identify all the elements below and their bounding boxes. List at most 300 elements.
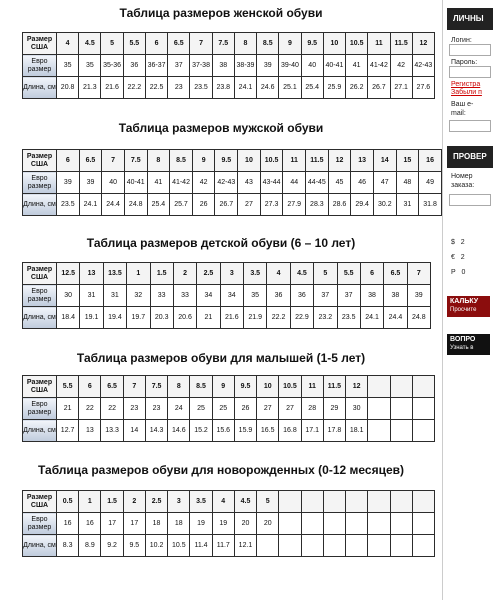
size-cell: 39 [79,172,102,194]
size-cell: 24.8 [407,307,430,329]
size-cell: 8 [168,376,190,398]
empty-cell [390,513,412,535]
size-cell: 39 [407,285,430,307]
size-cell: 45 [328,172,351,194]
row-label: Евро размер [23,398,57,420]
personal-cabinet-header: ЛИЧНЫ [447,8,493,30]
table-row [23,263,431,285]
empty-cell [412,535,434,557]
size-cell: 38 [384,285,407,307]
size-cell: 35 [57,55,79,77]
newborn-table-title: Таблица размеров обуви для новорожденных (0-12 месяцев) [37,463,405,477]
empty-cell [279,535,301,557]
size-cell: 19 [190,513,212,535]
kids-table-title: Таблица размеров детской обуви (6 – 10 лет) [86,236,356,250]
size-cell: 26 [234,398,256,420]
size-cell: 40-41 [323,55,345,77]
row-label: Размер США [23,263,57,285]
size-cell: 37-38 [190,55,212,77]
size-cell: 10.2 [145,535,167,557]
size-cell: 28 [301,398,323,420]
size-cell: 11.4 [190,535,212,557]
size-cell: 23 [123,398,145,420]
empty-cell [390,491,412,513]
size-cell: 38 [360,285,383,307]
empty-cell [368,535,390,557]
size-cell: 27 [238,194,261,216]
size-cell: 7.5 [124,150,147,172]
size-cell: 6 [145,33,167,55]
size-cell: 35 [79,55,101,77]
size-cell: 21.6 [220,307,243,329]
size-cell: 22.9 [290,307,313,329]
size-cell: 7.5 [145,376,167,398]
size-cell: 41 [147,172,170,194]
size-cell: 35 [244,285,267,307]
newborn-size-table [22,490,435,557]
size-cell: 2.5 [145,491,167,513]
empty-cell [390,376,412,398]
size-cell: 8.9 [79,535,101,557]
size-cell: 25.9 [323,77,345,99]
size-cell: 6.5 [384,263,407,285]
size-cell: 24.4 [102,194,125,216]
empty-cell [368,513,390,535]
size-cell: 35-36 [101,55,123,77]
size-cell: 17 [123,513,145,535]
size-cell: 30 [57,285,80,307]
size-cell: 18 [168,513,190,535]
size-cell: 24 [168,398,190,420]
size-cell: 44-45 [306,172,329,194]
size-cell: 28.6 [328,194,351,216]
empty-cell [323,513,345,535]
currency-value: 2 [460,254,465,261]
size-cell: 18.4 [57,307,80,329]
size-cell: 49 [419,172,442,194]
size-cell: 8.5 [190,376,212,398]
size-cell: 17 [101,513,123,535]
size-cell: 9.5 [123,535,145,557]
size-cell: 2 [173,263,196,285]
right-sidebar [442,0,487,600]
men-table-title: Таблица размеров мужской обуви [118,121,324,135]
size-cell: 6.5 [101,376,123,398]
size-cell: 42-43 [215,172,238,194]
size-cell: 13 [80,263,103,285]
size-cell: 36-37 [145,55,167,77]
size-cell: 3 [168,491,190,513]
size-cell: 8.5 [170,150,193,172]
size-cell: 30 [346,398,368,420]
order-number-label-line2: заказа: [451,182,475,189]
empty-cell [346,535,368,557]
currency-value: 0 [461,269,466,276]
check-order-header: ПРОВЕР [447,146,493,168]
size-cell: 9 [212,376,234,398]
table-row [23,376,435,398]
size-cell: 2.5 [197,263,220,285]
size-cell: 9.5 [215,150,238,172]
size-cell: 40 [301,55,323,77]
size-cell: 11 [283,150,306,172]
size-cell: 0.5 [57,491,79,513]
size-cell: 26 [192,194,215,216]
size-cell: 10.5 [260,150,283,172]
size-cell: 12.1 [234,535,256,557]
table-row [23,55,435,77]
row-label: Длина, см [23,307,57,329]
row-label: Длина, см [23,535,57,557]
table-row [23,535,435,557]
size-cell: 4 [57,33,79,55]
size-cell: 27 [279,398,301,420]
empty-cell [368,376,390,398]
size-cell: 16.5 [257,420,279,442]
email-label-line1: Ваш е- [451,101,474,108]
size-cell: 34 [220,285,243,307]
empty-cell [301,491,323,513]
size-cell: 19.7 [127,307,150,329]
size-cell: 15.2 [190,420,212,442]
size-cell: 6 [360,263,383,285]
currency-symbol: Р [451,269,456,276]
size-cell: 36 [123,55,145,77]
size-cell: 32 [127,285,150,307]
size-cell: 2 [123,491,145,513]
order-number-input[interactable] [449,194,491,206]
size-cell: 14 [373,150,396,172]
size-cell: 11 [301,376,323,398]
table-row [23,513,435,535]
size-cell: 39 [257,55,279,77]
size-cell: 10 [257,376,279,398]
size-cell: 14.6 [168,420,190,442]
size-cell: 9.5 [234,376,256,398]
size-cell: 34 [197,285,220,307]
size-cell: 12 [328,150,351,172]
question-title: ВОПРО [450,336,476,343]
size-cell: 4.5 [290,263,313,285]
size-cell: 14.3 [145,420,167,442]
size-cell: 16 [419,150,442,172]
row-label: Евро размер [23,172,57,194]
size-cell: 16.8 [279,420,301,442]
size-cell: 6.5 [79,150,102,172]
toddler-size-table [22,375,435,442]
size-cell: 15 [396,150,419,172]
size-cell: 20.3 [150,307,173,329]
empty-cell [279,513,301,535]
size-cell: 10 [238,150,261,172]
size-cell: 10.5 [168,535,190,557]
size-cell: 31 [396,194,419,216]
login-input[interactable] [449,44,491,56]
size-cell: 36 [267,285,290,307]
email-input[interactable] [449,120,491,132]
size-cell: 12.7 [57,420,79,442]
row-label: Длина, см [23,194,57,216]
size-cell: 1.5 [150,263,173,285]
size-cell: 27 [257,398,279,420]
size-cell: 23 [168,77,190,99]
size-cell: 38-39 [234,55,256,77]
size-cell: 10 [323,33,345,55]
table-row [23,33,435,55]
size-cell: 43 [238,172,261,194]
size-cell: 27.3 [260,194,283,216]
empty-cell [346,491,368,513]
size-cell: 26.2 [346,77,368,99]
size-cell: 12.5 [57,263,80,285]
size-cell: 3.5 [244,263,267,285]
size-cell: 47 [373,172,396,194]
size-cell: 4.5 [79,33,101,55]
size-cell: 22 [101,398,123,420]
email-label-line2: mail: [451,110,466,117]
size-cell: 29 [323,398,345,420]
women-size-table [22,32,435,99]
table-row [23,285,431,307]
size-cell: 7.5 [212,33,234,55]
size-cell: 22.2 [123,77,145,99]
size-cell: 1 [127,263,150,285]
calculator-subtitle: Просчите [450,307,477,313]
row-label: Евро размер [23,285,57,307]
size-cell: 6 [57,150,80,172]
size-cell: 42-43 [412,55,434,77]
password-input[interactable] [449,66,491,78]
size-cell: 24.4 [384,307,407,329]
kids-size-table [22,262,431,329]
size-cell: 3.5 [190,491,212,513]
size-cell: 33 [150,285,173,307]
size-cell: 24.1 [234,77,256,99]
size-cell: 11.5 [390,33,412,55]
table-row [23,420,435,442]
size-cell: 1.5 [101,491,123,513]
size-cell: 15.9 [234,420,256,442]
size-cell: 25.7 [170,194,193,216]
size-cell: 17.1 [301,420,323,442]
size-cell: 48 [396,172,419,194]
size-cell: 39 [57,172,80,194]
size-cell: 4.5 [234,491,256,513]
size-cell: 41-42 [368,55,390,77]
size-cell: 31 [80,285,103,307]
size-cell: 13 [79,420,101,442]
size-cell: 28.3 [306,194,329,216]
login-label: Логин: [451,37,472,44]
size-cell: 11 [368,33,390,55]
empty-cell [323,491,345,513]
size-cell: 4 [267,263,290,285]
size-cell: 23 [145,398,167,420]
size-cell: 20.8 [57,77,79,99]
empty-cell [368,420,390,442]
size-cell: 27.1 [390,77,412,99]
calculator-title: КАЛЬКУ [450,298,479,305]
size-cell: 5 [101,33,123,55]
row-label: Длина, см [23,420,57,442]
size-cell: 24.8 [124,194,147,216]
table-row [23,77,435,99]
size-cell: 22 [79,398,101,420]
empty-cell [390,535,412,557]
question-subtitle: Узнать в [450,345,474,351]
size-cell: 11.7 [212,535,234,557]
empty-cell [390,420,412,442]
size-cell: 26.7 [368,77,390,99]
size-cell: 7 [123,376,145,398]
size-cell: 13.5 [103,263,126,285]
size-cell: 9.2 [101,535,123,557]
size-cell: 22.2 [267,307,290,329]
empty-cell [323,535,345,557]
currency-usd [451,238,465,247]
register-link[interactable]: Регистра [451,81,481,88]
size-cell: 21 [57,398,79,420]
size-cell: 25 [190,398,212,420]
empty-cell [368,491,390,513]
table-row [23,172,442,194]
size-cell: 11.5 [323,376,345,398]
size-cell: 23.5 [57,194,80,216]
size-cell: 9 [192,150,215,172]
size-cell: 8.5 [257,33,279,55]
size-cell: 25 [212,398,234,420]
size-cell: 7 [102,150,125,172]
size-cell: 27.9 [283,194,306,216]
size-cell: 10.5 [346,33,368,55]
forgot-password-link[interactable]: Забыли п [451,89,482,96]
size-cell: 7 [190,33,212,55]
size-cell: 5 [257,491,279,513]
row-label: Размер США [23,150,57,172]
women-table-title: Таблица размеров женской обуви [119,6,323,20]
currency-symbol: $ [451,239,455,246]
size-cell: 29.4 [351,194,374,216]
size-cell: 8 [234,33,256,55]
table-row [23,398,435,420]
size-cell: 13 [351,150,374,172]
size-cell: 41-42 [170,172,193,194]
size-cell: 11.5 [306,150,329,172]
size-cell: 19 [212,513,234,535]
size-cell: 6.5 [168,33,190,55]
currency-value: 2 [460,239,465,246]
empty-cell [412,513,434,535]
size-cell: 27.6 [412,77,434,99]
size-cell: 9 [279,33,301,55]
size-cell: 46 [351,172,374,194]
size-cell: 40-41 [124,172,147,194]
size-cell: 16 [79,513,101,535]
size-cell: 44 [283,172,306,194]
size-cell: 7 [407,263,430,285]
row-label: Евро размер [23,55,57,77]
size-cell: 14 [123,420,145,442]
size-cell: 20 [257,513,279,535]
currency-eur [451,253,465,262]
size-cell: 6 [79,376,101,398]
size-cell: 25.4 [147,194,170,216]
size-cell: 24.6 [257,77,279,99]
calculator-banner[interactable] [447,296,490,317]
size-cell: 31 [103,285,126,307]
size-cell: 9.5 [301,33,323,55]
size-cell: 19.4 [103,307,126,329]
table-row [23,150,442,172]
size-cell: 5 [314,263,337,285]
men-size-table [22,149,442,216]
toddler-table-title: Таблица размеров обуви для малышей (1-5 лет) [76,351,366,365]
table-row [23,194,442,216]
password-label: Пароль: [451,59,478,66]
row-label: Размер США [23,491,57,513]
size-cell: 23.2 [314,307,337,329]
empty-cell [279,491,301,513]
size-cell: 33 [173,285,196,307]
currency-symbol: € [451,254,455,261]
size-cell: 22.5 [145,77,167,99]
size-cell: 41 [346,55,368,77]
size-cell: 23.5 [337,307,360,329]
size-cell: 3 [220,263,243,285]
question-banner[interactable] [447,334,490,355]
size-cell: 12 [346,376,368,398]
empty-cell [346,513,368,535]
size-cell: 5.5 [123,33,145,55]
row-label: Размер США [23,33,57,55]
empty-cell [412,491,434,513]
row-label: Евро размер [23,513,57,535]
size-cell: 42 [390,55,412,77]
size-cell: 37 [168,55,190,77]
size-cell: 43-44 [260,172,283,194]
size-cell: 25.1 [279,77,301,99]
empty-cell [301,513,323,535]
size-cell: 13.3 [101,420,123,442]
row-label: Размер США [23,376,57,398]
size-cell: 38 [212,55,234,77]
table-row [23,491,435,513]
size-cell: 42 [192,172,215,194]
size-cell: 21.9 [244,307,267,329]
order-number-label-line1: Номер [451,173,473,180]
empty-cell [390,398,412,420]
size-cell: 30.2 [373,194,396,216]
size-cell: 37 [314,285,337,307]
size-cell: 40 [102,172,125,194]
size-cell: 26.7 [215,194,238,216]
size-cell: 36 [290,285,313,307]
empty-cell [368,398,390,420]
size-cell: 17.8 [323,420,345,442]
size-cell: 25.4 [301,77,323,99]
size-cell: 21.6 [101,77,123,99]
size-cell: 20.6 [173,307,196,329]
size-cell: 21.3 [79,77,101,99]
size-cell: 23.5 [190,77,212,99]
size-cell: 24.1 [360,307,383,329]
size-cell: 20 [234,513,256,535]
size-cell: 1 [79,491,101,513]
size-cell: 16 [57,513,79,535]
table-row [23,307,431,329]
size-cell: 31.8 [419,194,442,216]
size-cell: 18.1 [346,420,368,442]
